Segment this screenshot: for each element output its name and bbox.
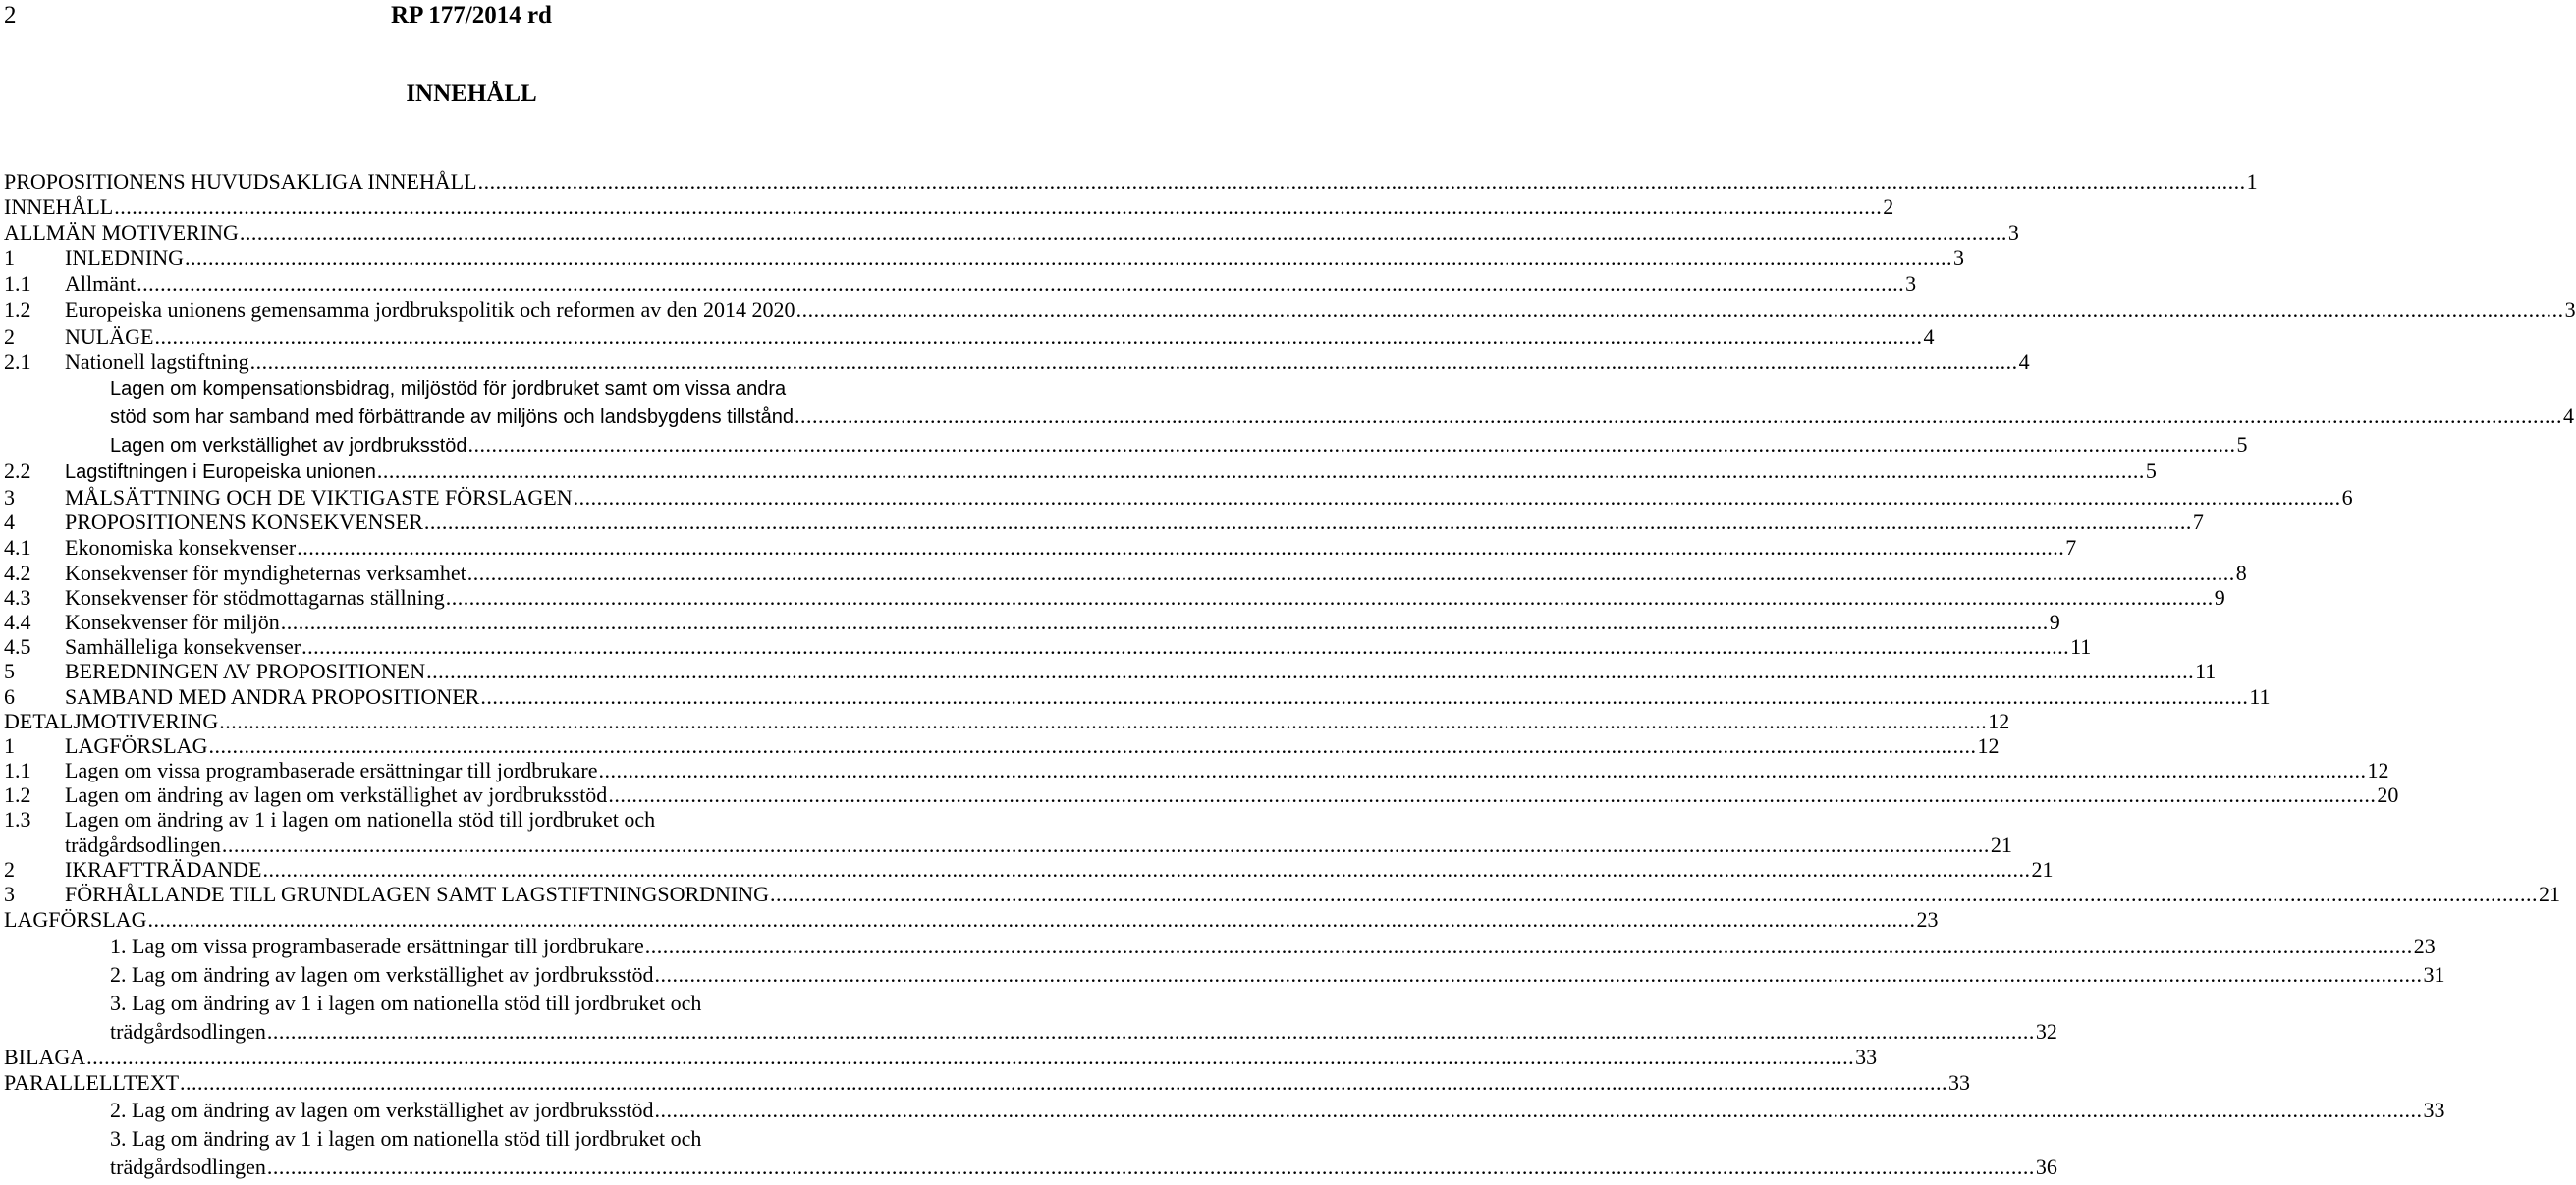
toc-entry xyxy=(0,1124,943,1154)
toc-entry xyxy=(0,1096,2445,1125)
toc-entry-number: 6 xyxy=(4,684,15,709)
toc-leader-dots: ............................................................................................................................................................................................................................................................................................................ xyxy=(477,169,2246,193)
toc-leader-dots: ............................................................................................................................................................................................................................................................................................................ xyxy=(184,245,1952,270)
toc-entry-title: 3. Lag om ändring av 1 i lagen om nationella stöd till jordbruket och xyxy=(110,1126,702,1151)
toc-entry-title: Konsekvenser för myndigheternas verksamhet xyxy=(65,561,466,585)
toc-leader-dots: ............................................................................................................................................................................................................................................................................................................ xyxy=(598,758,2367,782)
toc-entry-page: 23 xyxy=(2413,934,2436,958)
toc-heading: INNEHÅLL xyxy=(406,81,537,107)
toc-entry-number: 4.2 xyxy=(4,561,31,585)
toc-entry-page: 36 xyxy=(2035,1155,2057,1179)
toc-entry-title: PARALLELLTEXT xyxy=(4,1070,180,1095)
toc-entry-number: 4 xyxy=(4,510,15,534)
toc-entry-number: 1.1 xyxy=(4,758,31,782)
toc-entry-title: Konsekvenser för stödmottagarnas ställning xyxy=(65,585,445,610)
toc-entry-page: 12 xyxy=(1977,733,2000,758)
toc-entry-page: 6 xyxy=(2341,485,2353,510)
toc-entry-title: MÅLSÄTTNING OCH DE VIKTIGASTE FÖRSLAGEN xyxy=(65,485,573,510)
toc-entry-page: 31 xyxy=(2423,962,2445,987)
toc-entry xyxy=(0,269,1917,298)
toc-entry-title: Lagen om ändring av lagen om verkställighet av jordbruksstöd xyxy=(65,782,608,807)
toc-leader-dots: ............................................................................................................................................................................................................................................................................................................ xyxy=(573,485,2341,510)
toc-entry-page: 11 xyxy=(2195,659,2217,683)
toc-entry xyxy=(0,402,2574,431)
toc-leader-dots: ............................................................................................................................................................................................................................................................................................................ xyxy=(480,684,2249,709)
toc-leader-dots: ............................................................................................................................................................................................................................................................................................................ xyxy=(376,458,2145,483)
toc-entry-title: BEREDNINGEN AV PROPOSITIONEN xyxy=(65,659,426,683)
toc-entry-title: Lagen om ändring av 1 i lagen om nationella stöd till jordbruket och xyxy=(65,807,656,832)
toc-entry-page: 9 xyxy=(2214,585,2225,610)
toc-entry-page: 9 xyxy=(2049,610,2060,634)
toc-entry-title: ALLMÄN MOTIVERING xyxy=(4,220,239,244)
toc-entry-page: 12 xyxy=(2367,758,2389,782)
toc-entry-title: Ekonomiska konsekvenser xyxy=(65,535,297,560)
toc-entry-title: IKRAFTTRÄDANDE xyxy=(65,857,262,882)
toc-leader-dots: ............................................................................................................................................................................................................................................................................................................ xyxy=(794,404,2562,428)
toc-entry-number: 2.2 xyxy=(4,458,31,483)
toc-leader-dots: ............................................................................................................................................................................................................................................................................................................ xyxy=(467,432,2236,457)
toc-entry-title: Lagen om verkställighet av jordbruksstöd xyxy=(110,435,467,457)
toc-entry-page: 4 xyxy=(2018,350,2030,374)
toc-entry-title: INNEHÅLL xyxy=(4,194,114,219)
toc-entry-page: 33 xyxy=(1948,1070,1971,1095)
toc-entry-page: 11 xyxy=(2249,684,2271,709)
toc-leader-dots: ............................................................................................................................................................................................................................................................................................................ xyxy=(221,833,1990,857)
toc-entry-number: 1.2 xyxy=(4,297,31,322)
toc-entry-page: 21 xyxy=(2031,857,2054,882)
toc-entry-title: Lagen om vissa programbaserade ersättningar till jordbrukare xyxy=(65,758,598,782)
toc-leader-dots: ............................................................................................................................................................................................................................................................................................................ xyxy=(770,882,2539,906)
toc-entry-page: 4 xyxy=(1923,324,1935,349)
toc-leader-dots: ............................................................................................................................................................................................................................................................................................................ xyxy=(137,271,1905,296)
toc-entry-number: 2.1 xyxy=(4,350,31,374)
toc-entry-number: 1.3 xyxy=(4,807,31,832)
toc-entry-title: SAMBAND MED ANDRA PROPOSITIONER xyxy=(65,684,480,709)
toc-entry-page: 11 xyxy=(2070,634,2092,659)
toc-entry xyxy=(0,1153,2057,1182)
toc-entry-page: 8 xyxy=(2235,561,2247,585)
toc-entry-page: 7 xyxy=(2065,535,2077,560)
toc-entry-title: 2. Lag om ändring av lagen om verkställighet av jordbruksstöd xyxy=(110,1098,654,1122)
toc-entry-number: 1.1 xyxy=(4,271,31,296)
toc-entry-title: 2. Lag om ändring av lagen om verkställighet av jordbruksstöd xyxy=(110,962,654,987)
toc-entry-page: 7 xyxy=(2192,510,2204,534)
toc-entry-title: LAGFÖRSLAG xyxy=(4,907,147,932)
toc-entry xyxy=(0,457,2157,486)
toc-entry-page: 3 xyxy=(1905,271,1917,296)
toc-leader-dots: ............................................................................................................................................................................................................................................................................................................ xyxy=(466,561,2235,585)
toc-entry xyxy=(0,932,2436,961)
toc-entry xyxy=(0,373,943,403)
toc-entry-page: 1 xyxy=(2246,169,2258,193)
toc-entry-page: 3 xyxy=(2007,220,2019,244)
toc-entry-title: Lagstiftningen i Europeiska unionen xyxy=(65,461,376,483)
toc-leader-dots: ............................................................................................................................................................................................................................................................................................................ xyxy=(147,907,1916,932)
toc-leader-dots: ............................................................................................................................................................................................................................................................................................................ xyxy=(654,1098,2423,1122)
toc-entry-title: BILAGA xyxy=(4,1045,86,1069)
toc-leader-dots: ............................................................................................................................................................................................................................................................................................................ xyxy=(219,709,1988,733)
toc-entry-title: Samhälleliga konsekvenser xyxy=(65,634,301,659)
toc-entry-page: 4 xyxy=(2562,404,2574,428)
toc-entry xyxy=(0,430,2248,459)
toc-entry xyxy=(0,905,1939,935)
toc-entry-number: 4.4 xyxy=(4,610,31,634)
toc-leader-dots: ............................................................................................................................................................................................................................................................................................................ xyxy=(266,1155,2035,1179)
toc-leader-dots: ............................................................................................................................................................................................................................................................................................................ xyxy=(423,510,2192,534)
toc-entry-page: 21 xyxy=(1990,833,2012,857)
toc-entry-title: FÖRHÅLLANDE TILL GRUNDLAGEN SAMT LAGSTIFTNINGSORDNING xyxy=(65,882,770,906)
document-id: RP 177/2014 rd xyxy=(391,2,552,28)
toc-entry-number: 4.3 xyxy=(4,585,31,610)
toc-leader-dots: ............................................................................................................................................................................................................................................................................................................ xyxy=(249,350,2018,374)
toc-leader-dots: ............................................................................................................................................................................................................................................................................................................ xyxy=(180,1070,1948,1095)
toc-leader-dots: ............................................................................................................................................................................................................................................................................................................ xyxy=(154,324,1923,349)
toc-entry-number: 2 xyxy=(4,857,15,882)
toc-leader-dots: ............................................................................................................................................................................................................................................................................................................ xyxy=(208,733,1977,758)
toc-entry-number: 1 xyxy=(4,245,15,270)
toc-entry-page: 3 xyxy=(1952,245,1964,270)
toc-entry-page: 3 xyxy=(2564,297,2576,322)
toc-leader-dots: ............................................................................................................................................................................................................................................................................................................ xyxy=(239,220,2007,244)
toc-entry-page: 20 xyxy=(2377,782,2399,807)
toc-leader-dots: ............................................................................................................................................................................................................................................................................................................ xyxy=(86,1045,1855,1069)
toc-entry-number: 3 xyxy=(4,882,15,906)
toc-entry xyxy=(0,989,943,1018)
toc-entry-title: DETALJMOTIVERING xyxy=(4,709,219,733)
toc-entry-title: Allmänt xyxy=(65,271,137,296)
toc-entry-title: PROPOSITIONENS HUVUDSAKLIGA INNEHÅLL xyxy=(4,169,477,193)
toc-entry-number: 2 xyxy=(4,324,15,349)
toc-leader-dots: ............................................................................................................................................................................................................................................................................................................ xyxy=(608,782,2377,807)
toc-entry-title: NULÄGE xyxy=(65,324,154,349)
toc-entry-page: 33 xyxy=(2423,1098,2445,1122)
toc-entry-number: 5 xyxy=(4,659,15,683)
toc-leader-dots: ............................................................................................................................................................................................................................................................................................................ xyxy=(266,1019,2035,1044)
toc-entry-number: 3 xyxy=(4,485,15,510)
toc-entry xyxy=(0,960,2445,990)
toc-entry-title: stöd som har samband med förbättrande av miljöns och landsbygdens tillstånd xyxy=(110,406,794,428)
toc-entry-title: Lagen om kompensationsbidrag, miljöstöd för jordbruket samt om vissa andra xyxy=(110,378,787,400)
toc-entry-page: 2 xyxy=(1883,194,1894,219)
toc-entry-title: INLEDNING xyxy=(65,245,184,270)
toc-entry-number: 1 xyxy=(4,733,15,758)
toc-entry-title: PROPOSITIONENS KONSEKVENSER xyxy=(65,510,423,534)
toc-leader-dots: ............................................................................................................................................................................................................................................................................................................ xyxy=(426,659,2195,683)
toc-entry xyxy=(0,296,2576,325)
toc-entry-page: 21 xyxy=(2539,882,2561,906)
toc-entry-page: 5 xyxy=(2236,432,2248,457)
toc-entry-number: 4.1 xyxy=(4,535,31,560)
toc-entry-page: 12 xyxy=(1988,709,2010,733)
toc-entry-page: 23 xyxy=(1916,907,1939,932)
toc-entry xyxy=(0,1068,1971,1098)
toc-entry-title: Nationell lagstiftning xyxy=(65,350,249,374)
toc-leader-dots: ............................................................................................................................................................................................................................................................................................................ xyxy=(644,934,2413,958)
toc-leader-dots: ............................................................................................................................................................................................................................................................................................................ xyxy=(445,585,2214,610)
toc-entry-number: 1.2 xyxy=(4,782,31,807)
toc-entry-title: trädgårdsodlingen xyxy=(110,1155,266,1179)
toc-leader-dots: ............................................................................................................................................................................................................................................................................................................ xyxy=(262,857,2031,882)
toc-leader-dots: ............................................................................................................................................................................................................................................................................................................ xyxy=(280,610,2049,634)
toc-entry-title: trädgårdsodlingen xyxy=(65,833,221,857)
toc-entry-page: 32 xyxy=(2035,1019,2057,1044)
toc-entry-title: LAGFÖRSLAG xyxy=(65,733,208,758)
toc-entry-title: 1. Lag om vissa programbaserade ersättningar till jordbrukare xyxy=(110,934,644,958)
toc-leader-dots: ............................................................................................................................................................................................................................................................................................................ xyxy=(301,634,2070,659)
toc-leader-dots: ............................................................................................................................................................................................................................................................................................................ xyxy=(297,535,2065,560)
toc-leader-dots: ............................................................................................................................................................................................................................................................................................................ xyxy=(795,297,2564,322)
toc-entry-title: Konsekvenser för miljön xyxy=(65,610,280,634)
page-number: 2 xyxy=(4,2,17,28)
toc-entry-title: 3. Lag om ändring av 1 i lagen om nationella stöd till jordbruket och xyxy=(110,991,702,1015)
toc-entry-number: 4.5 xyxy=(4,634,31,659)
toc-entry-page: 5 xyxy=(2145,458,2157,483)
toc-entry-title: trädgårdsodlingen xyxy=(110,1019,266,1044)
toc-entry-title: Europeiska unionens gemensamma jordbrukspolitik och reformen av den 2014 2020 xyxy=(65,297,795,322)
toc-leader-dots: ............................................................................................................................................................................................................................................................................................................ xyxy=(654,962,2423,987)
toc-leader-dots: ............................................................................................................................................................................................................................................................................................................ xyxy=(114,194,1883,219)
toc-entry-page: 33 xyxy=(1855,1045,1878,1069)
